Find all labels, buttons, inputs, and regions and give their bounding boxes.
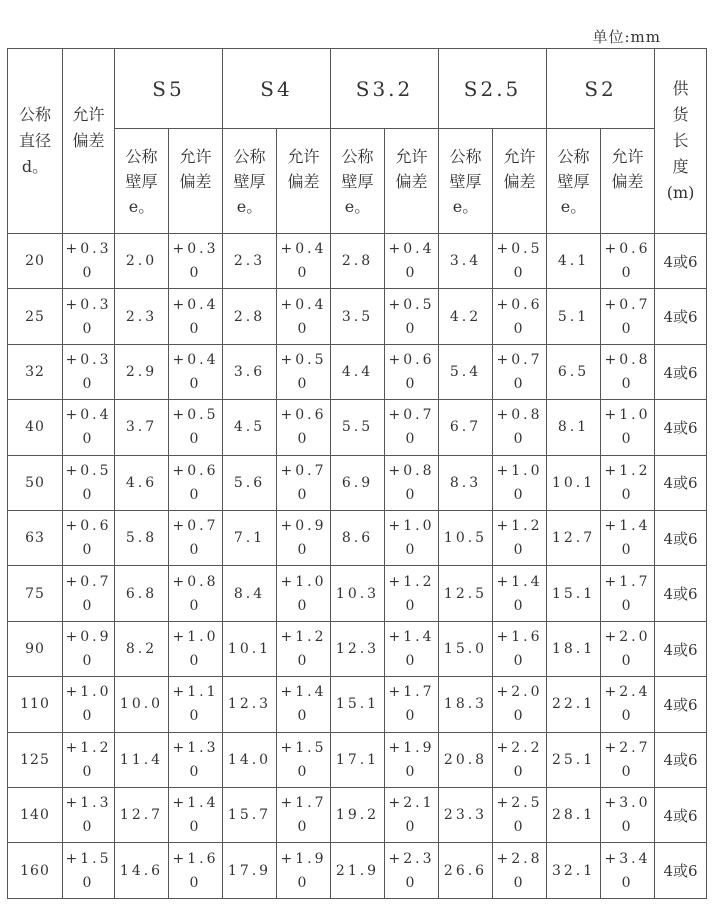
wall-thickness-cell: 10.0	[115, 677, 169, 732]
table-row	[8, 677, 707, 732]
table-body	[8, 234, 707, 899]
wall-thickness-cell: 25.1	[547, 732, 601, 787]
wall-thickness-cell: 23.3	[439, 788, 493, 843]
wall-tolerance-cell: +1.1 0	[169, 677, 223, 732]
wall-tolerance-cell: +1.7 0	[277, 788, 331, 843]
wall-tolerance-cell: +1.9 0	[277, 843, 331, 899]
wall-thickness-cell: 8.1	[547, 400, 601, 455]
wall-thickness-cell: 3.7	[115, 400, 169, 455]
wall-thickness-cell: 4.1	[547, 234, 601, 289]
wall-thickness-cell: 3.6	[223, 344, 277, 399]
wall-thickness-cell: 5.5	[331, 400, 385, 455]
wall-tolerance-cell: +0.8 0	[385, 455, 439, 510]
supply-length-cell: 4或6	[655, 677, 707, 732]
wall-tolerance-cell: +1.7 0	[601, 566, 655, 621]
wall-tolerance-cell: +0.7 0	[169, 511, 223, 566]
nominal-diameter-cell: 63	[8, 511, 63, 566]
diameter-tolerance-cell: +0.6 0	[63, 511, 115, 566]
wall-tolerance-cell: +1.2 0	[601, 455, 655, 510]
wall-thickness-cell: 11.4	[115, 732, 169, 787]
wall-thickness-cell: 14.6	[115, 843, 169, 899]
wall-thickness-cell: 18.1	[547, 621, 601, 676]
header-wall-thickness: 公称 壁厚 e。	[115, 129, 169, 234]
header-wall-tolerance: 允许 偏差	[385, 129, 439, 234]
wall-thickness-cell: 3.4	[439, 234, 493, 289]
table-row	[8, 455, 707, 510]
table-row	[8, 400, 707, 455]
table-row	[8, 788, 707, 843]
wall-tolerance-cell: +0.4 0	[169, 344, 223, 399]
wall-thickness-cell: 2.0	[115, 234, 169, 289]
wall-thickness-cell: 14.0	[223, 732, 277, 787]
wall-tolerance-cell: +0.8 0	[169, 566, 223, 621]
nominal-diameter-cell: 50	[8, 455, 63, 510]
diameter-tolerance-cell: +0.7 0	[63, 566, 115, 621]
wall-tolerance-cell: +0.4 0	[169, 289, 223, 344]
wall-tolerance-cell: +0.9 0	[277, 511, 331, 566]
wall-thickness-cell: 2.3	[223, 234, 277, 289]
wall-tolerance-cell: +1.2 0	[385, 566, 439, 621]
wall-thickness-cell: 12.3	[223, 677, 277, 732]
wall-tolerance-cell: +0.6 0	[385, 344, 439, 399]
wall-tolerance-cell: +0.7 0	[601, 289, 655, 344]
wall-tolerance-cell: +0.7 0	[493, 344, 547, 399]
table-row	[8, 732, 707, 787]
wall-tolerance-cell: +0.6 0	[169, 455, 223, 510]
wall-tolerance-cell: +2.0 0	[493, 677, 547, 732]
wall-thickness-cell: 26.6	[439, 843, 493, 899]
wall-tolerance-cell: +0.3 0	[169, 234, 223, 289]
wall-thickness-cell: 15.1	[547, 566, 601, 621]
wall-tolerance-cell: +1.6 0	[169, 843, 223, 899]
wall-thickness-cell: 15.7	[223, 788, 277, 843]
header-wall-tolerance: 允许 偏差	[601, 129, 655, 234]
table-row	[8, 234, 707, 289]
wall-thickness-cell: 2.3	[115, 289, 169, 344]
wall-thickness-cell: 2.9	[115, 344, 169, 399]
nominal-diameter-cell: 110	[8, 677, 63, 732]
header-series-s5: S5	[115, 49, 223, 129]
wall-tolerance-cell: +0.4 0	[277, 289, 331, 344]
header-wall-thickness: 公称 壁厚 e。	[547, 129, 601, 234]
supply-length-cell: 4或6	[655, 400, 707, 455]
wall-thickness-cell: 6.9	[331, 455, 385, 510]
diameter-tolerance-cell: +1.0 0	[63, 677, 115, 732]
wall-thickness-cell: 17.9	[223, 843, 277, 899]
diameter-tolerance-cell: +0.9 0	[63, 621, 115, 676]
wall-tolerance-cell: +0.5 0	[385, 289, 439, 344]
wall-tolerance-cell: +2.0 0	[601, 621, 655, 676]
wall-tolerance-cell: +0.6 0	[493, 289, 547, 344]
wall-thickness-cell: 6.7	[439, 400, 493, 455]
wall-tolerance-cell: +1.4 0	[493, 566, 547, 621]
wall-tolerance-cell: +0.4 0	[277, 234, 331, 289]
header-series-s2-5: S2.5	[439, 49, 547, 129]
wall-thickness-cell: 6.5	[547, 344, 601, 399]
wall-tolerance-cell: +2.4 0	[601, 677, 655, 732]
wall-tolerance-cell: +0.6 0	[601, 234, 655, 289]
wall-thickness-cell: 12.7	[547, 511, 601, 566]
table-row	[8, 621, 707, 676]
wall-tolerance-cell: +1.5 0	[277, 732, 331, 787]
wall-thickness-cell: 4.2	[439, 289, 493, 344]
wall-tolerance-cell: +1.4 0	[601, 511, 655, 566]
wall-tolerance-cell: +0.5 0	[169, 400, 223, 455]
wall-thickness-cell: 10.1	[223, 621, 277, 676]
wall-tolerance-cell: +0.7 0	[385, 400, 439, 455]
table-row	[8, 843, 707, 899]
wall-tolerance-cell: +1.3 0	[169, 732, 223, 787]
wall-tolerance-cell: +1.0 0	[493, 455, 547, 510]
wall-tolerance-cell: +1.2 0	[493, 511, 547, 566]
wall-tolerance-cell: +1.9 0	[385, 732, 439, 787]
diameter-tolerance-cell: +0.3 0	[63, 234, 115, 289]
wall-thickness-cell: 4.5	[223, 400, 277, 455]
wall-thickness-cell: 12.5	[439, 566, 493, 621]
wall-thickness-cell: 6.8	[115, 566, 169, 621]
wall-thickness-cell: 17.1	[331, 732, 385, 787]
wall-thickness-cell: 7.1	[223, 511, 277, 566]
wall-thickness-cell: 4.4	[331, 344, 385, 399]
table-row	[8, 344, 707, 399]
pipe-spec-table	[7, 48, 707, 899]
wall-tolerance-cell: +0.8 0	[493, 400, 547, 455]
wall-tolerance-cell: +1.4 0	[277, 677, 331, 732]
wall-thickness-cell: 8.4	[223, 566, 277, 621]
wall-thickness-cell: 5.8	[115, 511, 169, 566]
wall-thickness-cell: 10.3	[331, 566, 385, 621]
table-row	[8, 511, 707, 566]
wall-tolerance-cell: +1.0 0	[601, 400, 655, 455]
wall-thickness-cell: 28.1	[547, 788, 601, 843]
header-nominal-diameter: 公称 直径 d。	[8, 49, 63, 234]
diameter-tolerance-cell: +1.5 0	[63, 843, 115, 899]
nominal-diameter-cell: 75	[8, 566, 63, 621]
supply-length-cell: 4或6	[655, 234, 707, 289]
header-series-s2: S2	[547, 49, 655, 129]
wall-thickness-cell: 32.1	[547, 843, 601, 899]
wall-thickness-cell: 12.3	[331, 621, 385, 676]
wall-tolerance-cell: +2.7 0	[601, 732, 655, 787]
supply-length-cell: 4或6	[655, 344, 707, 399]
wall-tolerance-cell: +1.4 0	[385, 621, 439, 676]
wall-tolerance-cell: +2.3 0	[385, 843, 439, 899]
wall-tolerance-cell: +1.0 0	[277, 566, 331, 621]
diameter-tolerance-cell: +0.4 0	[63, 400, 115, 455]
wall-tolerance-cell: +0.6 0	[277, 400, 331, 455]
wall-thickness-cell: 2.8	[331, 234, 385, 289]
wall-tolerance-cell: +2.1 0	[385, 788, 439, 843]
wall-tolerance-cell: +1.0 0	[385, 511, 439, 566]
wall-thickness-cell: 20.8	[439, 732, 493, 787]
wall-thickness-cell: 5.1	[547, 289, 601, 344]
header-tolerance: 允许 偏差	[63, 49, 115, 234]
wall-tolerance-cell: +0.5 0	[493, 234, 547, 289]
nominal-diameter-cell: 25	[8, 289, 63, 344]
wall-thickness-cell: 12.7	[115, 788, 169, 843]
wall-tolerance-cell: +2.8 0	[493, 843, 547, 899]
wall-tolerance-cell: +1.2 0	[277, 621, 331, 676]
wall-thickness-cell: 10.5	[439, 511, 493, 566]
header-wall-tolerance: 允许 偏差	[169, 129, 223, 234]
header-wall-thickness: 公称 壁厚 e。	[223, 129, 277, 234]
wall-thickness-cell: 5.4	[439, 344, 493, 399]
diameter-tolerance-cell: +1.3 0	[63, 788, 115, 843]
wall-tolerance-cell: +1.0 0	[169, 621, 223, 676]
supply-length-cell: 4或6	[655, 455, 707, 510]
wall-tolerance-cell: +1.4 0	[169, 788, 223, 843]
wall-thickness-cell: 5.6	[223, 455, 277, 510]
wall-tolerance-cell: +3.4 0	[601, 843, 655, 899]
header-series-s4: S4	[223, 49, 331, 129]
nominal-diameter-cell: 32	[8, 344, 63, 399]
diameter-tolerance-cell: +0.3 0	[63, 344, 115, 399]
table-row	[8, 289, 707, 344]
wall-thickness-cell: 15.0	[439, 621, 493, 676]
wall-thickness-cell: 15.1	[331, 677, 385, 732]
wall-thickness-cell: 3.5	[331, 289, 385, 344]
header-row-series	[8, 49, 707, 129]
header-wall-thickness: 公称 壁厚 e。	[331, 129, 385, 234]
nominal-diameter-cell: 20	[8, 234, 63, 289]
wall-tolerance-cell: +2.5 0	[493, 788, 547, 843]
wall-tolerance-cell: +1.6 0	[493, 621, 547, 676]
header-supply-length: 供 货 长 度 (m)	[655, 49, 707, 234]
header-wall-tolerance: 允许 偏差	[493, 129, 547, 234]
wall-tolerance-cell: +0.7 0	[277, 455, 331, 510]
diameter-tolerance-cell: +0.3 0	[63, 289, 115, 344]
wall-tolerance-cell: +2.2 0	[493, 732, 547, 787]
supply-length-cell: 4或6	[655, 788, 707, 843]
header-wall-tolerance: 允许 偏差	[277, 129, 331, 234]
wall-thickness-cell: 22.1	[547, 677, 601, 732]
wall-tolerance-cell: +3.0 0	[601, 788, 655, 843]
wall-thickness-cell: 19.2	[331, 788, 385, 843]
header-wall-thickness: 公称 壁厚 e。	[439, 129, 493, 234]
supply-length-cell: 4或6	[655, 843, 707, 899]
wall-thickness-cell: 2.8	[223, 289, 277, 344]
diameter-tolerance-cell: +0.5 0	[63, 455, 115, 510]
wall-thickness-cell: 18.3	[439, 677, 493, 732]
supply-length-cell: 4或6	[655, 732, 707, 787]
nominal-diameter-cell: 140	[8, 788, 63, 843]
nominal-diameter-cell: 125	[8, 732, 63, 787]
wall-thickness-cell: 8.6	[331, 511, 385, 566]
table-row	[8, 566, 707, 621]
wall-tolerance-cell: +1.7 0	[385, 677, 439, 732]
supply-length-cell: 4或6	[655, 511, 707, 566]
nominal-diameter-cell: 160	[8, 843, 63, 899]
header-series-s3-2: S3.2	[331, 49, 439, 129]
wall-thickness-cell: 21.9	[331, 843, 385, 899]
wall-tolerance-cell: +0.8 0	[601, 344, 655, 399]
wall-thickness-cell: 8.3	[439, 455, 493, 510]
supply-length-cell: 4或6	[655, 289, 707, 344]
nominal-diameter-cell: 40	[8, 400, 63, 455]
wall-tolerance-cell: +0.4 0	[385, 234, 439, 289]
nominal-diameter-cell: 90	[8, 621, 63, 676]
supply-length-cell: 4或6	[655, 566, 707, 621]
wall-tolerance-cell: +0.5 0	[277, 344, 331, 399]
unit-label: 单位:mm	[592, 28, 661, 46]
wall-thickness-cell: 8.2	[115, 621, 169, 676]
wall-thickness-cell: 4.6	[115, 455, 169, 510]
diameter-tolerance-cell: +1.2 0	[63, 732, 115, 787]
supply-length-cell: 4或6	[655, 621, 707, 676]
wall-thickness-cell: 10.1	[547, 455, 601, 510]
